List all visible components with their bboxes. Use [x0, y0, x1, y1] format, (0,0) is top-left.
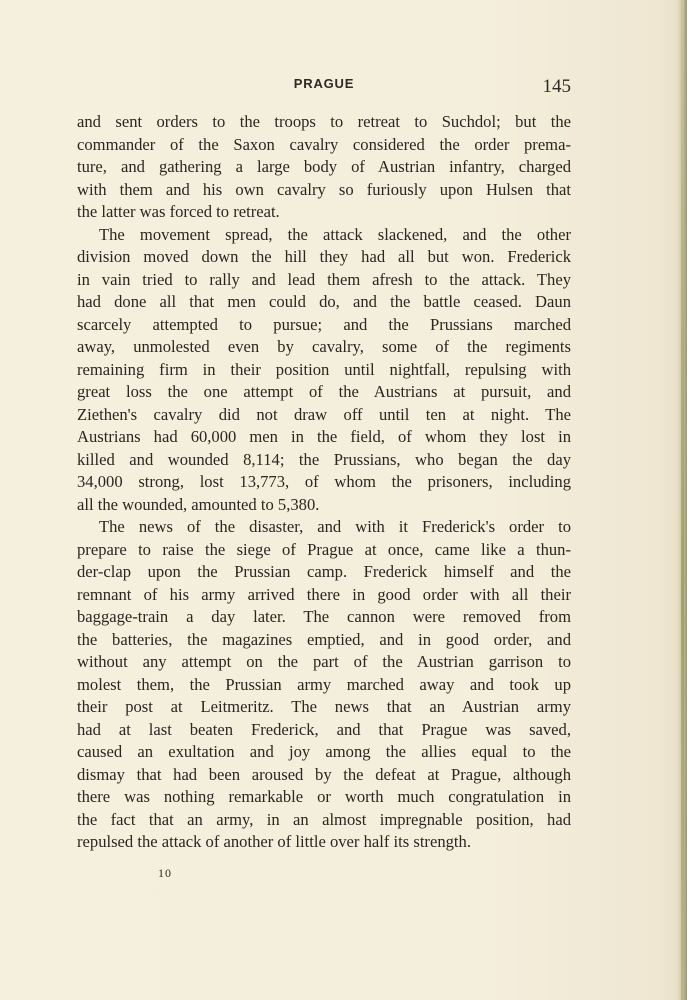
text-line: caused an exultation and joy among the allies equal to the [77, 742, 571, 761]
signature-mark: 10 [158, 866, 172, 880]
text-line: in vain tried to rally and lead them afresh to the attack. They [77, 269, 571, 289]
text-line: repulsed the attack of another of little over half its strength. [77, 832, 471, 851]
text-line: without any attempt on the part of the Austrian garrison to [77, 652, 571, 671]
text-line: killed and wounded 8,114; the Prussians, who began the day [77, 449, 571, 469]
text-line: molest them, the Prussian army marched away and took up [77, 674, 571, 694]
text-line: division moved down the hill they had all but won. Frederick [77, 247, 571, 266]
running-head: PRAGUE [293, 76, 355, 91]
text-line: all the wounded, amounted to 5,380. [77, 494, 320, 514]
text-line: their post at Leitmeritz. The news that an Austrian army [77, 697, 571, 716]
text-line: and sent orders to the troops to retreat to Suchdol; but the [77, 112, 571, 131]
text-line: ture, and gathering a large body of Austrian infantry, charged [77, 157, 571, 176]
text-line: der-clap upon the Prussian camp. Frederick himself and the [77, 562, 571, 581]
text-line: great loss the one attempt of the Austrians at pursuit, and [77, 382, 571, 401]
text-line: the batteries, the magazines emptied, and in good order, and [77, 629, 571, 649]
text-line: dismay that had been aroused by the defeat at Prague, although [77, 764, 571, 784]
text-line: there was nothing remarkable or worth much congratulation in [77, 787, 571, 806]
text-line: away, unmolested even by cavalry, some of the regiments [77, 337, 571, 356]
text-line: commander of the Saxon cavalry considered the order prema- [77, 134, 571, 154]
text-line: Ziethen's cavalry did not draw off until ten at night. The [77, 404, 571, 424]
text-line: had at last beaten Frederick, and that Prague was saved, [77, 719, 571, 739]
text-line: remaining firm in their position until nightfall, repulsing with [77, 359, 571, 379]
text-line: prepare to raise the siege of Prague at once, came like a thun- [77, 539, 571, 559]
text-line: with them and his own cavalry so furiously upon Hulsen that [77, 179, 571, 199]
page-number: 145 [542, 76, 571, 97]
page-header [77, 76, 571, 98]
text-line: the fact that an army, in an almost impregnable position, had [77, 809, 571, 829]
page-edge-binding [681, 0, 684, 1000]
text-line: remnant of his army arrived there in good order with all their [77, 584, 571, 604]
text-line: baggage-train a day later. The cannon were removed from [77, 607, 571, 626]
text-line: The news of the disaster, and with it Frederick's order to [99, 517, 571, 536]
text-line: Austrians had 60,000 men in the field, of whom they lost in [77, 427, 571, 446]
text-line: 34,000 strong, lost 13,773, of whom the prisoners, including [77, 472, 571, 491]
text-line: had done all that men could do, and the battle ceased. Daun [77, 292, 571, 311]
text-line: The movement spread, the attack slackened, and the other [99, 224, 571, 244]
body-text [77, 111, 571, 854]
text-line: the latter was forced to retreat. [77, 202, 280, 221]
text-line: scarcely attempted to pursue; and the Prussians marched [77, 314, 571, 334]
